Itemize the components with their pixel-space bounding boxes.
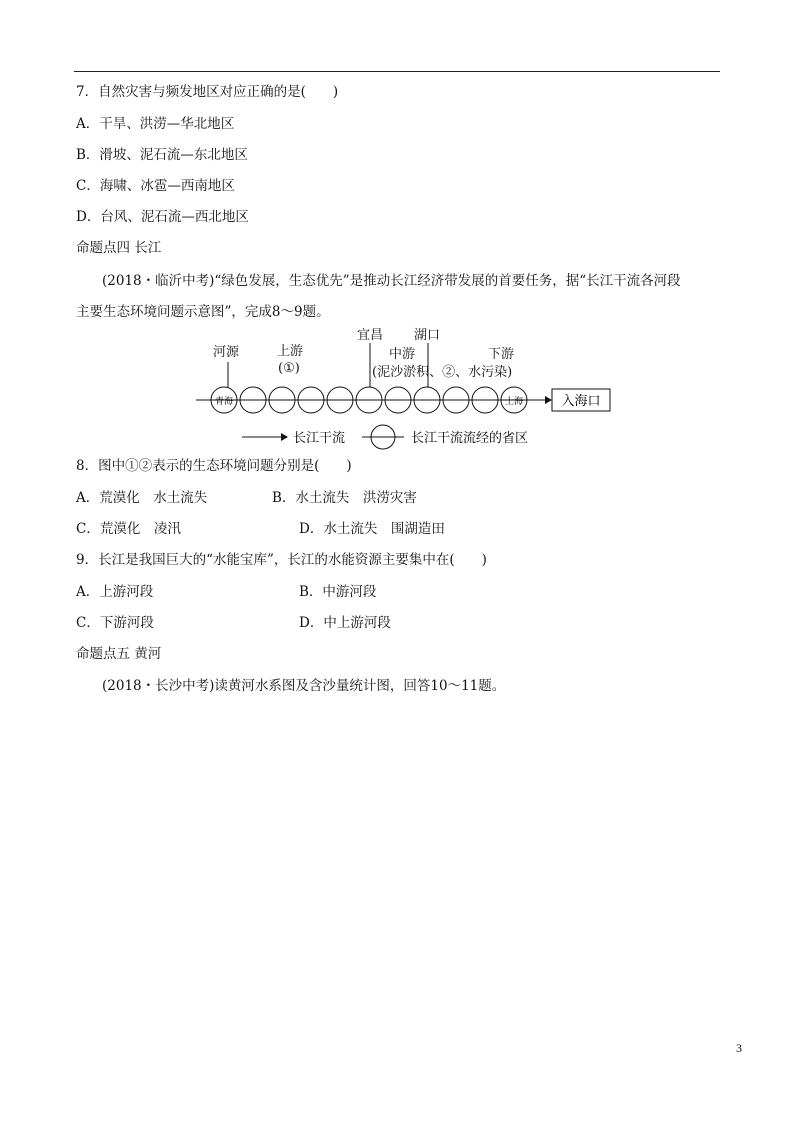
q7-stem: 7．自然灾害与频发地区对应正确的是( ) — [76, 84, 339, 100]
section5-intro: (2018・长沙中考)读黄河水系图及含沙量统计图，回答10～11题。 — [102, 678, 506, 694]
province-qinghai: 青海 — [214, 397, 234, 407]
q8-option-b: B．水土流失 洪涝灾害 — [272, 490, 417, 506]
q9-stem: 9．长江是我国巨大的“水能宝库”，长江的水能资源主要集中在( ) — [76, 552, 487, 568]
label-yichang: 宜昌 — [357, 328, 384, 343]
yangtze-diagram — [0, 0, 794, 460]
label-source: 河源 — [213, 345, 240, 360]
q8-option-c: C．荒漠化 凌汛 — [76, 521, 181, 537]
q9-option-b: B．中游河段 — [299, 584, 377, 600]
q8-option-a: A．荒漠化 水土流失 — [76, 490, 208, 506]
q7-option-a: A．干旱、洪涝—华北地区 — [76, 116, 235, 132]
sea-box-label: 入海口 — [561, 394, 601, 409]
label-middle: 中游 — [389, 347, 416, 362]
section5-title: 命题点五 黄河 — [76, 646, 162, 662]
province-shanghai: 上海 — [504, 397, 524, 407]
page-number: 3 — [736, 1041, 742, 1055]
section4-title: 命题点四 长江 — [76, 240, 162, 256]
q9-option-d: D．中上游河段 — [299, 615, 391, 631]
section4-intro-line2: 主要生态环境问题示意图”，完成8～9题。 — [76, 304, 330, 320]
label-middle-issue: (泥沙淤积、②、水污染) — [372, 365, 513, 380]
q7-option-c: C．海啸、冰雹—西南地区 — [76, 178, 235, 194]
label-upper-issue: (①) — [278, 361, 300, 376]
q8-stem: 8．图中①②表示的生态环境问题分别是( ) — [76, 458, 352, 474]
label-upper: 上游 — [277, 344, 304, 359]
legend-provinces: 长江干流流经的省区 — [411, 431, 529, 446]
legend-mainstream: 长江干流 — [293, 431, 346, 446]
q9-option-a: A．上游河段 — [76, 584, 154, 600]
q7-option-d: D．台风、泥石流—西北地区 — [76, 209, 249, 225]
label-hukou: 湖口 — [414, 328, 441, 343]
q8-option-d: D．水土流失 围湖造田 — [299, 521, 445, 537]
section4-intro-line1: (2018・临沂中考)“绿色发展，生态优先”是推动长江经济带发展的首要任务，据“长江干流各河段 — [102, 273, 681, 289]
q7-option-b: B．滑坡、泥石流—东北地区 — [76, 147, 248, 163]
q9-option-c: C．下游河段 — [76, 615, 154, 631]
label-lower: 下游 — [488, 347, 515, 362]
